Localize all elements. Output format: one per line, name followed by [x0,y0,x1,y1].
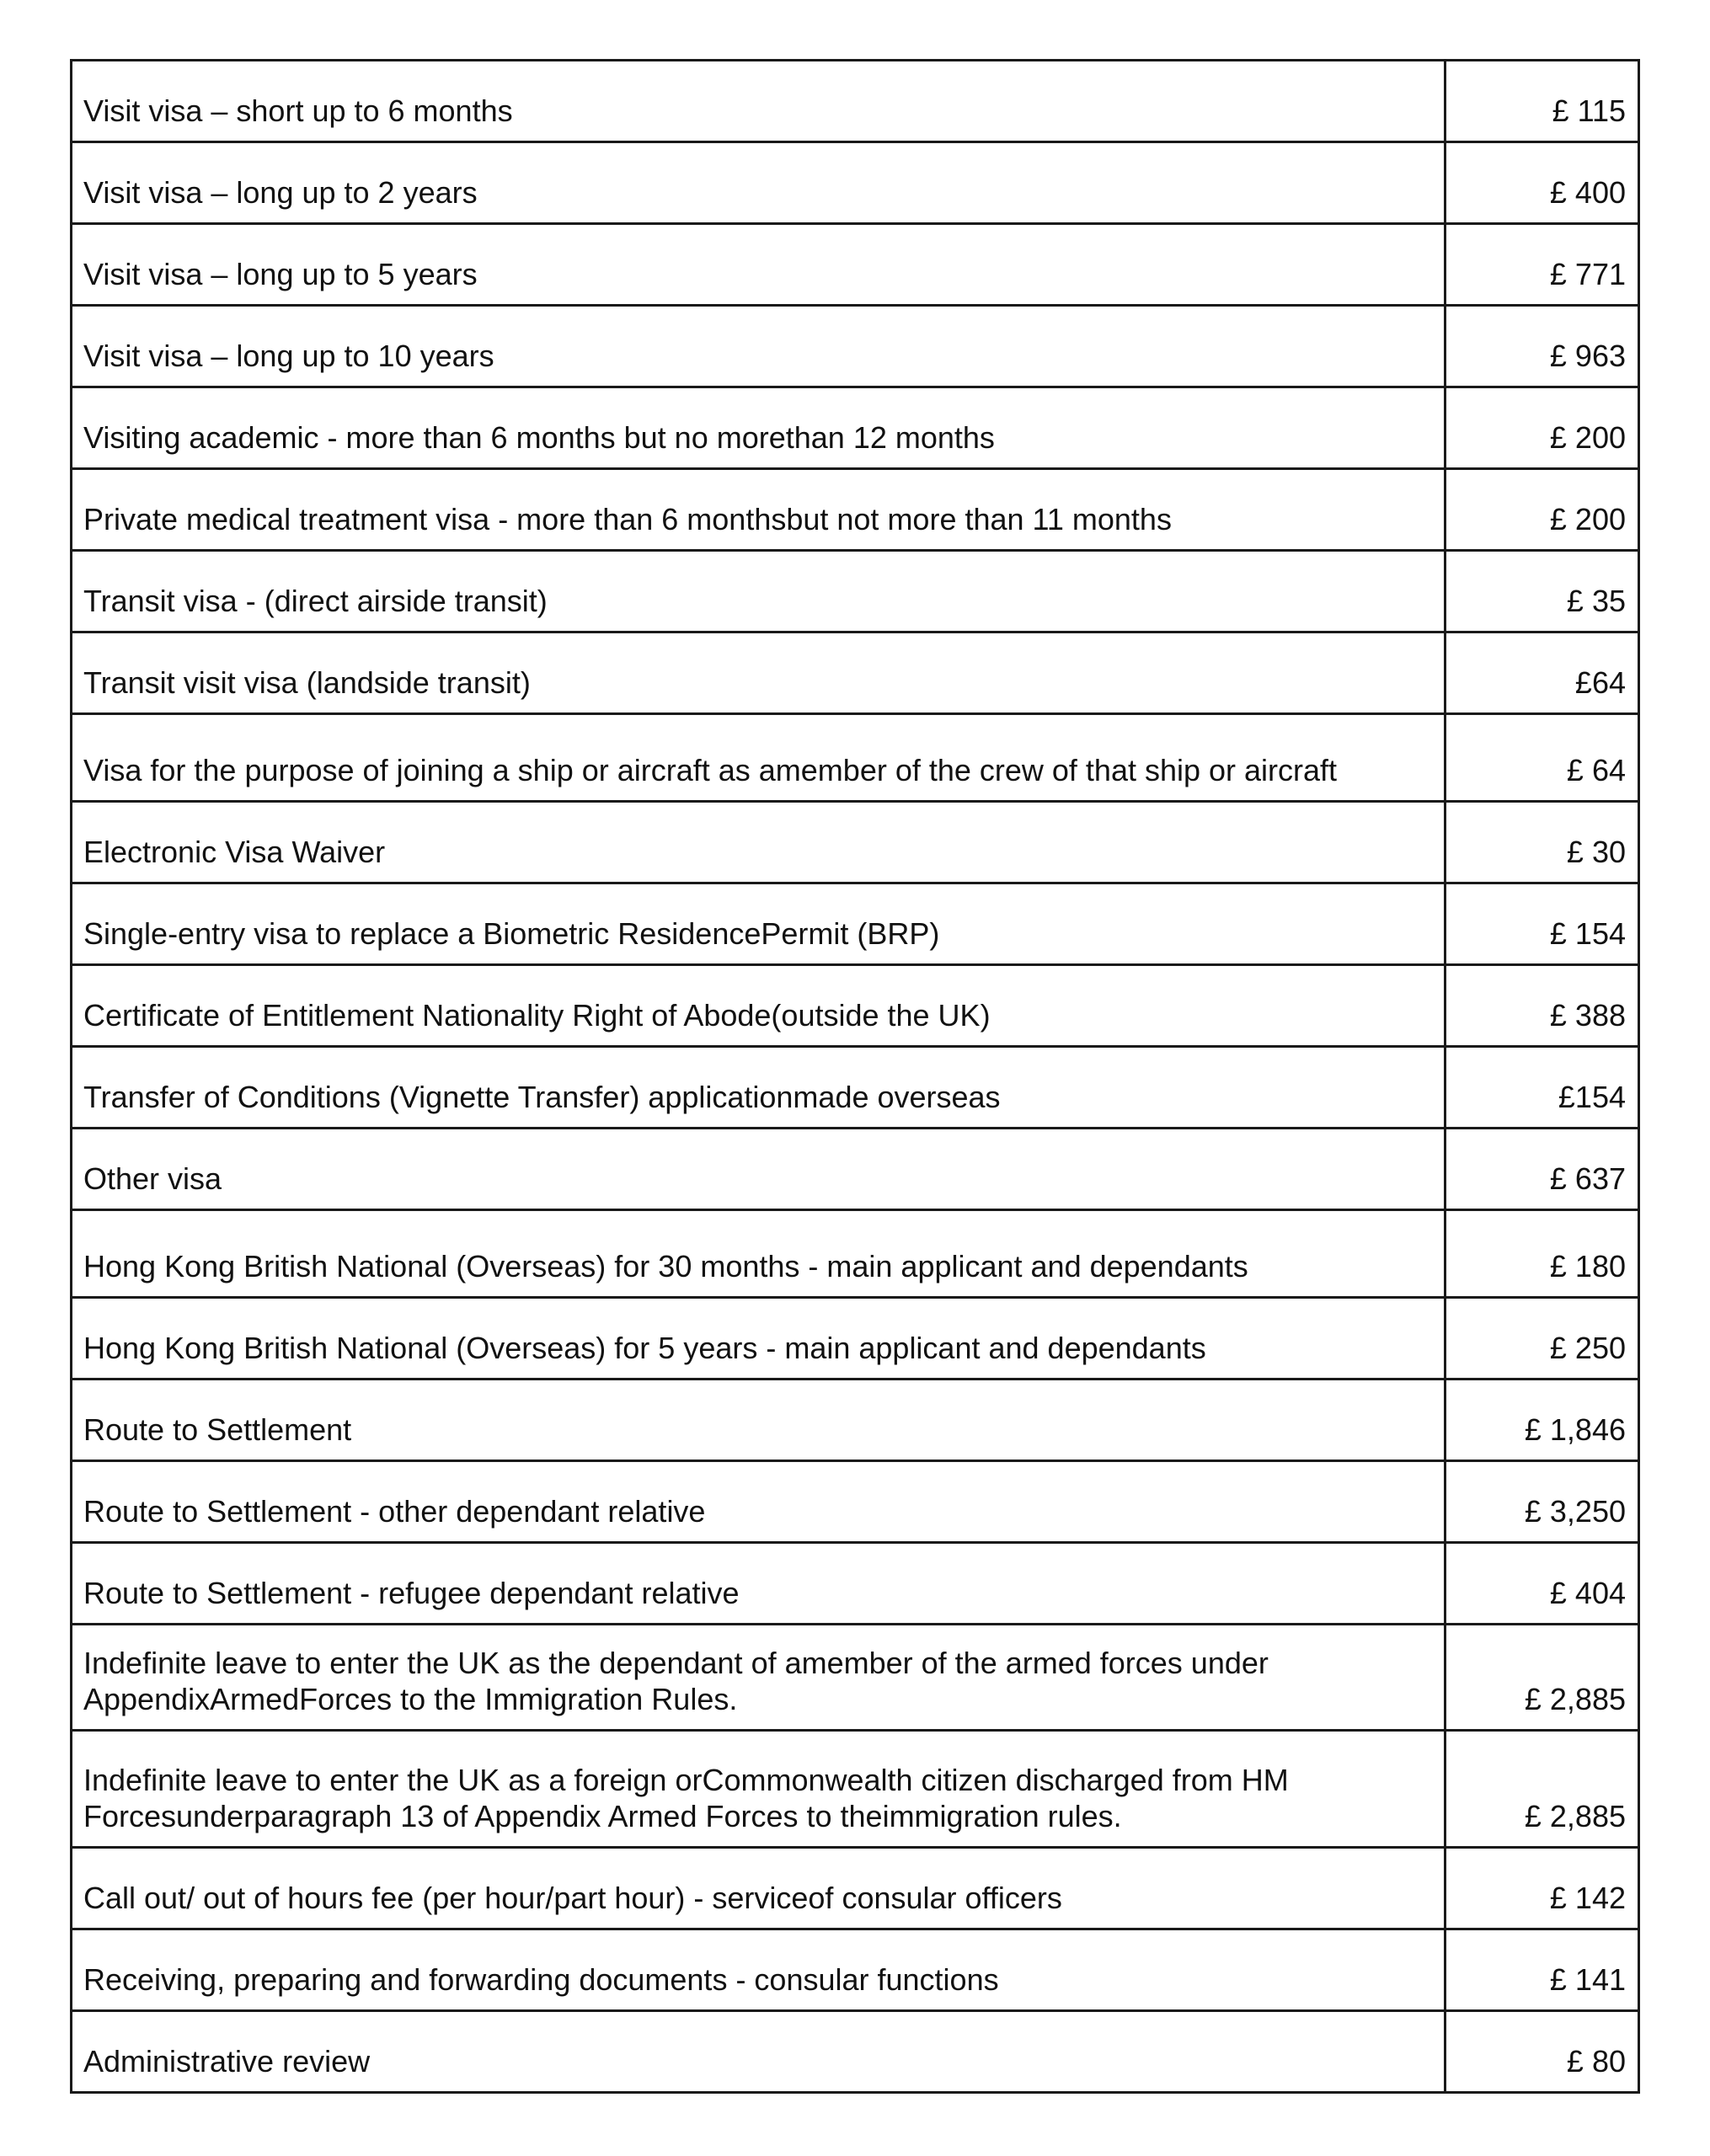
service-description-cell: Visa for the purpose of joining a ship or aircraft as amember of the crew of that ship or aircraft [72,714,1445,802]
fee-amount-cell: £ 115 [1445,61,1639,142]
table-row [72,61,1639,142]
fee-amount-cell: £ 30 [1445,802,1639,883]
fee-amount-cell: £ 963 [1445,306,1639,387]
fee-amount-cell: £ 200 [1445,469,1639,551]
fee-amount-cell: £ 142 [1445,1848,1639,1929]
table-row [72,2011,1639,2093]
fee-amount-cell: £154 [1445,1047,1639,1129]
fee-amount-cell: £ 250 [1445,1298,1639,1380]
service-description-cell: Certificate of Entitlement Nationality Right of Abode(outside the UK) [72,965,1445,1047]
service-description-cell: Route to Settlement [72,1380,1445,1461]
fee-table-body [72,61,1639,2093]
table-row [72,1929,1639,2011]
service-description-cell: Single-entry visa to replace a Biometric ResidencePermit (BRP) [72,883,1445,965]
fee-table [70,59,1640,2094]
table-row [72,802,1639,883]
table-row [72,551,1639,632]
service-description-cell: Visiting academic - more than 6 months but no morethan 12 months [72,387,1445,469]
table-row [72,1543,1639,1625]
table-row [72,1625,1639,1731]
table-row [72,1210,1639,1298]
table-row [72,883,1639,965]
table-row [72,965,1639,1047]
table-row [72,469,1639,551]
fee-amount-cell: £ 200 [1445,387,1639,469]
service-description-cell: Visit visa – long up to 10 years [72,306,1445,387]
service-description-cell: Visit visa – short up to 6 months [72,61,1445,142]
service-description-cell: Route to Settlement - other dependant relative [72,1461,1445,1543]
fee-amount-cell: £ 1,846 [1445,1380,1639,1461]
fee-amount-cell: £ 771 [1445,224,1639,306]
fee-amount-cell: £ 80 [1445,2011,1639,2093]
table-row [72,306,1639,387]
table-row [72,142,1639,224]
fee-amount-cell: £64 [1445,632,1639,714]
service-description-cell: Route to Settlement - refugee dependant relative [72,1543,1445,1625]
service-description-cell: Transit visa - (direct airside transit) [72,551,1445,632]
service-description-cell: Transit visit visa (landside transit) [72,632,1445,714]
service-description-cell: Administrative review [72,2011,1445,2093]
service-description-cell: Transfer of Conditions (Vignette Transfer) applicationmade overseas [72,1047,1445,1129]
service-description-cell: Call out/ out of hours fee (per hour/part hour) - serviceof consular officers [72,1848,1445,1929]
table-row [72,387,1639,469]
fee-amount-cell: £ 35 [1445,551,1639,632]
service-description-cell: Indefinite leave to enter the UK as a foreign orCommonwealth citizen discharged from HM Forcesunderparagraph 13 of Appendix Armed Forces to theimmigration rules. [72,1731,1445,1848]
table-row [72,1461,1639,1543]
table-row [72,632,1639,714]
fee-amount-cell: £ 404 [1445,1543,1639,1625]
service-description-cell: Indefinite leave to enter the UK as the dependant of amember of the armed forces under AppendixArmedForces to the Immigration Rules. [72,1625,1445,1731]
service-description-cell: Hong Kong British National (Overseas) for 5 years - main applicant and dependants [72,1298,1445,1380]
table-row [72,1129,1639,1210]
fee-amount-cell: £ 154 [1445,883,1639,965]
fee-amount-cell: £ 2,885 [1445,1625,1639,1731]
table-row [72,224,1639,306]
table-row [72,1298,1639,1380]
table-row [72,1047,1639,1129]
fee-amount-cell: £ 400 [1445,142,1639,224]
fee-amount-cell: £ 637 [1445,1129,1639,1210]
table-row [72,714,1639,802]
service-description-cell: Private medical treatment visa - more than 6 monthsbut not more than 11 months [72,469,1445,551]
table-row [72,1380,1639,1461]
fee-amount-cell: £ 141 [1445,1929,1639,2011]
service-description-cell: Electronic Visa Waiver [72,802,1445,883]
service-description-cell: Other visa [72,1129,1445,1210]
service-description-cell: Visit visa – long up to 5 years [72,224,1445,306]
fee-amount-cell: £ 3,250 [1445,1461,1639,1543]
service-description-cell: Receiving, preparing and forwarding documents - consular functions [72,1929,1445,2011]
table-row [72,1731,1639,1848]
fee-amount-cell: £ 388 [1445,965,1639,1047]
service-description-cell: Visit visa – long up to 2 years [72,142,1445,224]
fee-amount-cell: £ 64 [1445,714,1639,802]
fee-amount-cell: £ 2,885 [1445,1731,1639,1848]
table-row [72,1848,1639,1929]
fee-amount-cell: £ 180 [1445,1210,1639,1298]
service-description-cell: Hong Kong British National (Overseas) for 30 months - main applicant and dependants [72,1210,1445,1298]
